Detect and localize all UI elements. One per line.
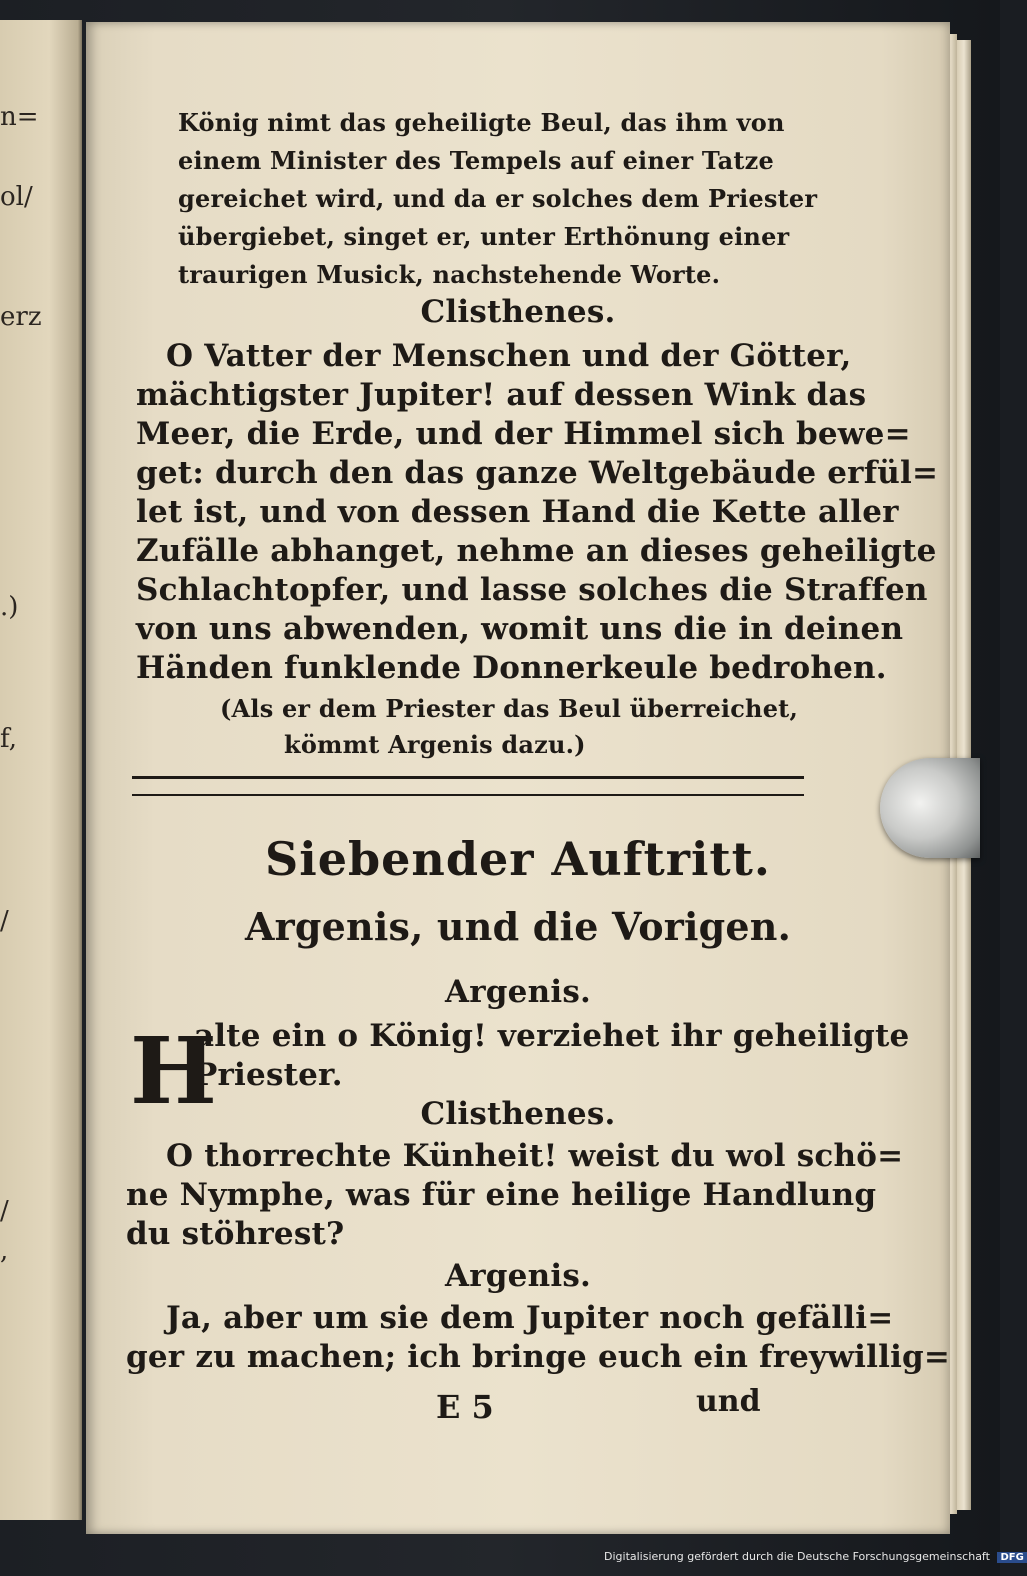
speech-line: Priester. <box>194 1057 343 1093</box>
left-fragment: , <box>0 1236 9 1266</box>
left-fragment: erz <box>0 302 42 332</box>
adjacent-left-page <box>0 20 82 1520</box>
stage-direction-line: (Als er dem Priester das Beul überreichet, <box>220 694 799 723</box>
speaker-name: Argenis. <box>445 1258 591 1294</box>
speech-line: Schlachtopfer, und lasse solches die Straffen <box>136 572 928 608</box>
speaker-name: Clisthenes. <box>420 294 616 330</box>
speech-line: von uns abwenden, womit uns die in deinen <box>136 611 904 647</box>
speech-line: alte ein o König! verziehet ihr geheiligte <box>194 1018 910 1054</box>
speech-line: O thorrechte Künheit! weist du wol schö= <box>166 1138 904 1174</box>
speech-line: ger zu machen; ich bringe euch ein freywillig= <box>126 1339 951 1375</box>
speech-line: Zufälle abhanget, nehme an dieses geheiligte <box>136 533 937 569</box>
speech-line: Meer, die Erde, und der Himmel sich bewe= <box>136 416 911 452</box>
credit-text: Digitalisierung gefördert durch die Deutsche Forschungsgemeinschaft <box>604 1550 990 1563</box>
scene-cast: Argenis, und die Vorigen. <box>244 904 792 949</box>
speech-line: let ist, und von dessen Hand die Kette aller <box>136 494 899 530</box>
left-fragment: / <box>0 1196 9 1226</box>
speech-line: ne Nymphe, was für eine heilige Handlung <box>126 1177 877 1213</box>
stage-text-line: König nimt das geheiligte Beul, das ihm von <box>178 108 785 137</box>
signature-mark: E 5 <box>436 1388 494 1426</box>
book-page <box>86 22 950 1534</box>
stage-text-line: traurigen Musick, nachstehende Worte. <box>178 260 721 289</box>
stage-direction-line: kömmt Argenis dazu.) <box>284 730 586 759</box>
digitization-credit <box>604 1550 1027 1563</box>
speaker-name: Clisthenes. <box>420 1096 616 1132</box>
stage-text-line: gereichet wird, und da er solches dem Priester <box>178 184 818 213</box>
left-fragment: f, <box>0 724 17 754</box>
speech-line: du stöhrest? <box>126 1216 345 1252</box>
speech-line: Ja, aber um sie dem Jupiter noch gefälli= <box>166 1300 894 1336</box>
stage-text-line: einem Minister des Tempels auf einer Tatze <box>178 146 774 175</box>
speaker-name: Argenis. <box>445 974 591 1010</box>
dfg-logo: DFG <box>997 1552 1026 1563</box>
divider-rule <box>132 794 804 796</box>
page-clip <box>880 758 980 858</box>
left-fragment: .) <box>0 592 19 622</box>
scene-title: Siebender Auftritt. <box>265 832 771 886</box>
left-fragment: ol/ <box>0 182 33 212</box>
speech-line: mächtigster Jupiter! auf dessen Wink das <box>136 377 867 413</box>
catchword: und <box>696 1384 761 1419</box>
speech-line: get: durch den das ganze Weltgebäude erfül= <box>136 455 939 491</box>
speech-line: O Vatter der Menschen und der Götter, <box>166 338 852 374</box>
divider-rule <box>132 776 804 779</box>
left-fragment: / <box>0 906 9 936</box>
stage-text-line: übergiebet, singet er, unter Erthönung einer <box>178 222 790 251</box>
drop-capital: H <box>130 1017 217 1125</box>
page-content <box>86 22 950 1534</box>
speech-line: Händen funklende Donnerkeule bedrohen. <box>136 650 887 686</box>
left-fragment: n= <box>0 102 39 132</box>
